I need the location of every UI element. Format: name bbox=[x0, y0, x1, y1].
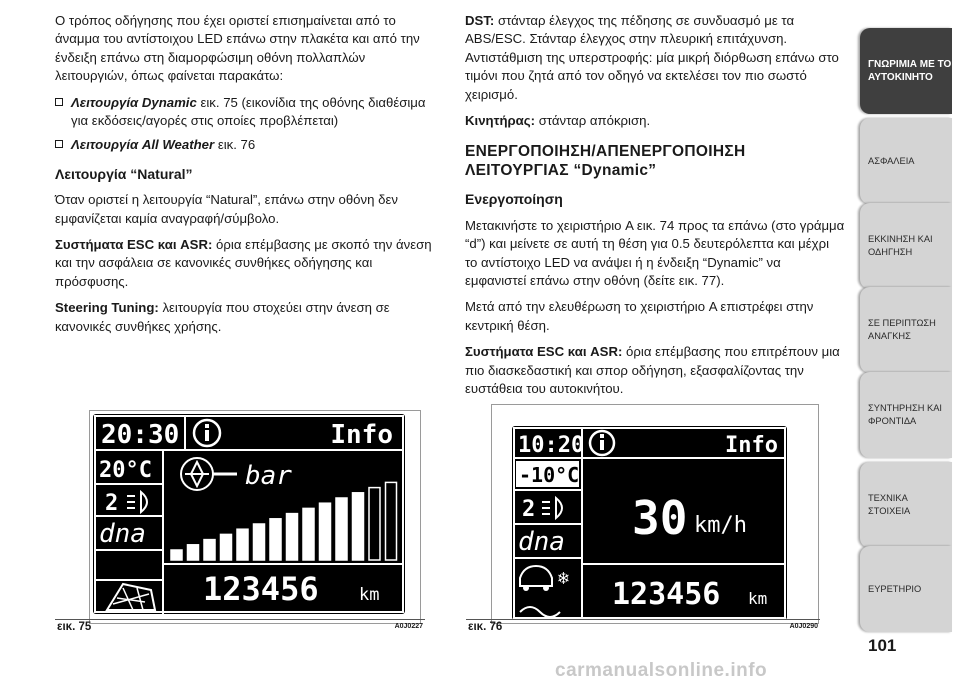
boost-bar bbox=[237, 529, 248, 560]
boost-bar bbox=[320, 503, 331, 560]
engine-label: Κινητήρας: bbox=[465, 113, 536, 129]
odometer-text: 123456 bbox=[612, 577, 721, 612]
esc-label: Συστήματα ESC και ASR: bbox=[55, 237, 213, 253]
bullet-title: Λειτουργία All Weather bbox=[71, 137, 215, 153]
engine-paragraph bbox=[465, 112, 845, 130]
boost-bar bbox=[369, 488, 380, 560]
natural-paragraph: Όταν οριστεί η λειτουργία “Natural”, επάνω στην οθόνη δεν εμφανίζεται καμία αναγραφή/σύμβολο. bbox=[55, 192, 398, 226]
tab-label: ΕΥΡΕΤΗΡΙΟ bbox=[868, 583, 922, 594]
info-label: Info bbox=[725, 433, 778, 458]
odometer-text: 123456 bbox=[203, 570, 319, 608]
temperature-text: 20°C bbox=[99, 458, 152, 483]
clock-text: 20:30 bbox=[101, 420, 180, 450]
checkbox-square-icon bbox=[55, 98, 63, 106]
boost-bar bbox=[188, 545, 199, 560]
headlight-icon bbox=[105, 491, 147, 516]
boost-label: bar bbox=[245, 461, 292, 491]
tab-label: ΤΕΧΝΙΚΑ ΣΤΟΙΧΕΙΑ bbox=[868, 493, 911, 516]
tab-starting-driving[interactable] bbox=[860, 203, 952, 289]
dna-label: dna bbox=[99, 519, 146, 549]
boost-bar bbox=[270, 519, 281, 560]
dst-label: DST: bbox=[465, 13, 495, 28]
temperature-text: -10°C bbox=[519, 463, 580, 487]
boost-bar bbox=[386, 482, 397, 560]
tab-label: ΑΣΦΑΛΕΙΑ bbox=[868, 155, 915, 166]
figure-caption bbox=[466, 619, 820, 636]
esc-label: Συστήματα ESC και ASR: bbox=[465, 344, 623, 360]
boost-bar bbox=[303, 508, 314, 560]
tab-emergency[interactable] bbox=[860, 287, 952, 373]
tab-index[interactable] bbox=[860, 546, 952, 632]
section-heading bbox=[465, 142, 845, 180]
figure-caption bbox=[55, 619, 425, 636]
bullet-all-weather bbox=[55, 136, 440, 154]
engine-text: στάνταρ απόκριση. bbox=[535, 113, 651, 129]
display-screen bbox=[512, 426, 787, 620]
bullet-text: εικ. 75 (εικονίδια της οθόνης διαθέσιμα για εκδόσεις/αγορές στις οποίες προβλέπεται) bbox=[71, 94, 426, 129]
left-column bbox=[55, 12, 440, 344]
checkbox-square-icon bbox=[55, 140, 63, 148]
clock-text: 10:20 bbox=[518, 433, 585, 458]
display-svg bbox=[512, 426, 787, 620]
tab-technical-data[interactable] bbox=[860, 462, 952, 548]
dst-text: στάνταρ έλεγχος της πέδησης σε συνδυασμό με τα ABS/ESC. Στάνταρ έλεγχος στην πλευρική επιτάχυνση. Αντιστάθμιση της υπερστροφής: μία μικρή διόρθωση επάνω στο τιμόνι που ζητά από τον οδηγό να εκτελέσει τον πιο σωστό χειρισμό. bbox=[465, 13, 839, 102]
figure-75 bbox=[55, 404, 425, 636]
all-weather-icon bbox=[520, 566, 569, 617]
dna-label: dna bbox=[518, 527, 565, 557]
intro-paragraph: Ο τρόπος οδήγησης που έχει οριστεί επισημαίνεται από το άναμμα του αντίστοιχου LED επάνω στην πλακέτα και από την ένδειξη επάνω στη διαμορφώσιμη οθόνη πολλαπλών λειτουργιών, όπως φαίνεται παρακάτω: bbox=[55, 13, 420, 84]
boost-bar bbox=[336, 498, 347, 560]
figure-76 bbox=[466, 404, 820, 636]
boost-bar bbox=[287, 514, 298, 560]
tab-maintenance[interactable] bbox=[860, 372, 952, 458]
tab-label: ΣΥΝΤΗΡΗΣΗ ΚΑΙ ΦΡΟΝΤΙΔΑ bbox=[868, 403, 942, 426]
watermark: carmanualsonline.info bbox=[555, 660, 768, 681]
figure-code: A0J0227 bbox=[394, 623, 423, 630]
figure-number: εικ. 76 bbox=[468, 621, 503, 633]
release-paragraph: Μετά από την ελευθέρωση το χειριστήριο A επιστρέφει στην κεντρική θέση. bbox=[465, 299, 814, 333]
boost-bar bbox=[204, 540, 215, 560]
bullet-text: εικ. 76 bbox=[214, 137, 256, 153]
esc-paragraph bbox=[55, 236, 440, 291]
info-circle-icon bbox=[194, 420, 220, 446]
tab-getting-to-know[interactable] bbox=[860, 28, 952, 114]
section-heading-line2: ΛΕΙΤΟΥΡΓΙΑΣ “Dynamic” bbox=[465, 162, 657, 180]
esc-dynamic-paragraph bbox=[465, 343, 845, 398]
info-circle-icon bbox=[590, 431, 614, 455]
activation-heading: Ενεργοποίηση bbox=[465, 191, 563, 208]
steering-paragraph bbox=[55, 299, 440, 336]
boost-bar bbox=[353, 493, 364, 560]
dynamic-mode-icon bbox=[107, 584, 155, 610]
esc-text: όρια επέμβασης που επιτρέπουν μια πιο διασκεδαστική και σπορ οδήγηση, εξασφαλίζοντας την ευστάθεια του αυτοκινήτου. bbox=[465, 344, 840, 397]
svg-text:2: 2 bbox=[522, 497, 536, 522]
display-screen bbox=[93, 414, 405, 614]
boost-bar bbox=[171, 550, 182, 560]
turbo-icon bbox=[181, 458, 237, 490]
tab-label: ΣΕ ΠΕΡΙΠΤΩΣΗ ΑΝΑΓΚΗΣ bbox=[868, 318, 936, 341]
display-svg bbox=[93, 414, 405, 614]
speed-unit: km/h bbox=[694, 513, 747, 538]
section-heading-line1: ΕΝΕΡΓΟΠΟΙΗΣΗ/ΑΠΕΝΕΡΓΟΠΟΙΗΣΗ bbox=[465, 143, 746, 161]
tab-label: ΓΝΩΡΙΜΙΑ ΜΕ ΤΟ ΑΥΤΟΚΙΝΗΤΟ bbox=[868, 59, 952, 83]
bullet-title: Λειτουργία Dynamic bbox=[71, 94, 197, 110]
tab-label: ΕΚΚΙΝΗΣΗ ΚΑΙ ΟΔΗΓΗΣΗ bbox=[868, 234, 933, 257]
esc-text: όρια επέμβασης με σκοπό την άνεση και την ασφάλεια σε κανονικές συνθήκες οδήγησης και πρόσφυσης. bbox=[55, 237, 432, 289]
steering-text: λειτουργία που στοχεύει στην άνεση σε κανονικές συνθήκες χρήσης. bbox=[55, 300, 390, 334]
boost-bar bbox=[221, 534, 232, 560]
steering-label: Steering Tuning: bbox=[55, 300, 159, 316]
svg-text:❄: ❄ bbox=[558, 568, 569, 589]
headlight-icon bbox=[522, 497, 562, 522]
odometer-unit: km bbox=[748, 589, 768, 608]
info-label: Info bbox=[330, 420, 393, 450]
right-column bbox=[465, 12, 845, 407]
figure-code: A0J0290 bbox=[789, 623, 818, 630]
odometer-unit: km bbox=[359, 585, 380, 605]
tab-safety[interactable] bbox=[860, 118, 952, 204]
boost-bars bbox=[171, 482, 397, 560]
natural-heading: Λειτουργία “Natural” bbox=[55, 165, 193, 182]
bullet-dynamic bbox=[55, 94, 440, 131]
boost-bar bbox=[254, 524, 265, 560]
figure-number: εικ. 75 bbox=[57, 621, 92, 633]
page-number: 101 bbox=[868, 636, 897, 655]
activation-paragraph: Μετακινήστε το χειριστήριο A εικ. 74 προς τα επάνω (στο γράμμα “d”) και μείνετε σε αυτή τη θέση για 0.5 δευτερόλεπτα και μέχρι το αντίστοιχο LED να ανάψει ή η ένδειξη “Dynamic” να εμφανιστεί επάνω στην οθόνη (δείτε εικ. 77). bbox=[465, 217, 845, 289]
dst-paragraph bbox=[465, 12, 845, 104]
svg-text:2: 2 bbox=[105, 491, 119, 516]
speed-text: 30 bbox=[632, 491, 688, 545]
